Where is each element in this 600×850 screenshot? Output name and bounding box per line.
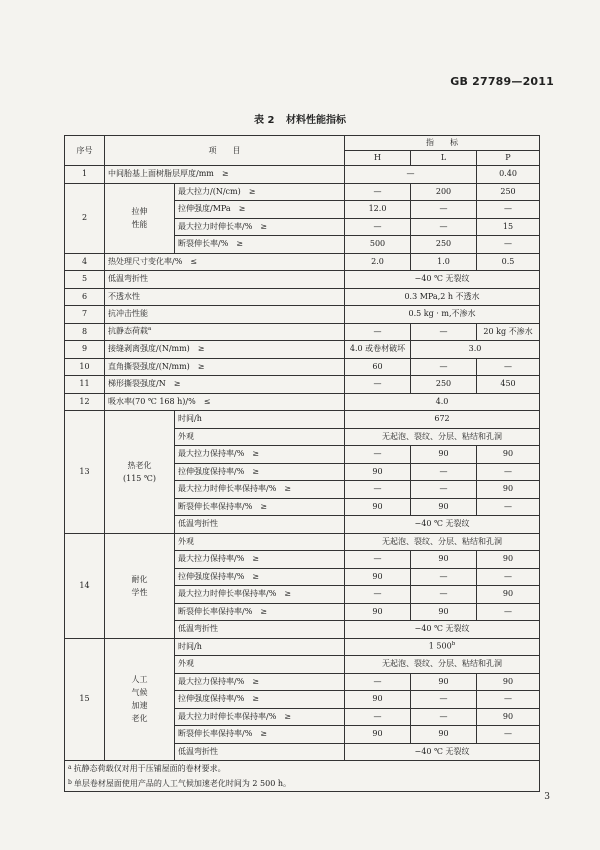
value-h: 2.0 xyxy=(345,253,411,271)
value-p: — xyxy=(477,603,540,621)
row-item: 中间胎基上面树脂层厚度/mm ≥ xyxy=(105,166,345,184)
value-h: 500 xyxy=(345,236,411,254)
group-label: 拉伸 性能 xyxy=(105,183,175,253)
footnote-ref-b: b xyxy=(451,641,456,648)
row-number: 11 xyxy=(65,376,105,394)
row-item: 拉伸强度保持率/% ≥ xyxy=(175,463,345,481)
value-l: — xyxy=(411,463,477,481)
row-item: 最大拉力时伸长率/% ≥ xyxy=(175,218,345,236)
row-item: 最大拉力保持率/% ≥ xyxy=(175,446,345,464)
row-item: 不透水性 xyxy=(105,288,345,306)
header-p: P xyxy=(477,151,540,166)
header-h: H xyxy=(345,151,411,166)
value-l: 90 xyxy=(411,673,477,691)
row-number: 8 xyxy=(65,323,105,341)
value-l: — xyxy=(411,568,477,586)
value-text: 1 500 xyxy=(428,642,452,652)
value-all: −40 ℃ 无裂纹 xyxy=(345,516,540,534)
value-l: 250 xyxy=(411,236,477,254)
footnote-a-mark: a xyxy=(68,763,72,771)
value-p: 0.40 xyxy=(477,166,540,184)
row-number: 1 xyxy=(65,166,105,184)
row-item: 抗冲击性能 xyxy=(105,306,345,324)
value-h: — xyxy=(345,586,411,604)
value-l: 250 xyxy=(411,376,477,394)
value-h: 12.0 xyxy=(345,201,411,219)
value-h: 60 xyxy=(345,358,411,376)
table-title xyxy=(0,111,600,126)
value-h: — xyxy=(345,376,411,394)
value-h: 90 xyxy=(345,603,411,621)
value-p: — xyxy=(477,498,540,516)
value-l: — xyxy=(411,218,477,236)
value-h: — xyxy=(345,446,411,464)
table-row xyxy=(65,271,540,289)
row-number: 12 xyxy=(65,393,105,411)
value-l: 1.0 xyxy=(411,253,477,271)
row-item: 直角撕裂强度/(N/mm) ≥ xyxy=(105,358,345,376)
row-item: 最大拉力/(N/cm) ≥ xyxy=(175,183,345,201)
row-item: 拉伸强度/MPa ≥ xyxy=(175,201,345,219)
value-h: — xyxy=(345,183,411,201)
footnote-a-text: 抗静态荷载仅对用于压铺屋面的卷材要求。 xyxy=(73,763,226,773)
value-p: 20 kg 不渗水 xyxy=(477,323,540,341)
value-all: −40 ℃ 无裂纹 xyxy=(345,271,540,289)
value-l: 90 xyxy=(411,498,477,516)
value-all: −40 ℃ 无裂纹 xyxy=(345,621,540,639)
footnote-b-text: 单层卷材屋面使用产品的人工气候加速老化时间为 2 500 h。 xyxy=(73,778,291,788)
value-h: — xyxy=(345,551,411,569)
value-h: 90 xyxy=(345,568,411,586)
row-number: 15 xyxy=(65,638,105,761)
table-header-row xyxy=(65,136,540,151)
row-item: 低温弯折性 xyxy=(175,516,345,534)
value-l: — xyxy=(411,586,477,604)
footnote-row xyxy=(65,761,540,777)
value-p: — xyxy=(477,691,540,709)
value-l: 200 xyxy=(411,183,477,201)
value-l: 90 xyxy=(411,446,477,464)
header-seq: 序号 xyxy=(65,136,105,166)
row-number: 2 xyxy=(65,183,105,253)
value-h: 90 xyxy=(345,726,411,744)
value-h: — xyxy=(345,708,411,726)
value-hl: — xyxy=(345,166,477,184)
value-h: — xyxy=(345,218,411,236)
row-item: 断裂伸长率保持率/% ≥ xyxy=(175,603,345,621)
value-p: — xyxy=(477,726,540,744)
table-row xyxy=(65,411,540,429)
value-l: — xyxy=(411,201,477,219)
value-l: 90 xyxy=(411,726,477,744)
value-p: 0.5 xyxy=(477,253,540,271)
footnote-b xyxy=(65,776,540,792)
row-item: 最大拉力时伸长率保持率/% ≥ xyxy=(175,481,345,499)
value-lp: 3.0 xyxy=(411,341,540,359)
value-all: 0.3 MPa,2 h 不透水 xyxy=(345,288,540,306)
row-item: 接缝剥离强度/(N/mm) ≥ xyxy=(105,341,345,359)
row-number: 9 xyxy=(65,341,105,359)
value-l: — xyxy=(411,481,477,499)
row-item: 热处理尺寸变化率/% ≤ xyxy=(105,253,345,271)
row-item: 外观 xyxy=(175,656,345,674)
value-l: — xyxy=(411,691,477,709)
value-p: — xyxy=(477,358,540,376)
group-label: 耐化 学性 xyxy=(105,533,175,638)
group-label: 人工 气候 加速 老化 xyxy=(105,638,175,761)
table-row xyxy=(65,393,540,411)
footnote-a xyxy=(65,761,540,777)
value-h: 90 xyxy=(345,691,411,709)
value-all: 672 xyxy=(345,411,540,429)
row-item: 断裂伸长率保持率/% ≥ xyxy=(175,498,345,516)
row-item: 断裂伸长率/% ≥ xyxy=(175,236,345,254)
value-p: — xyxy=(477,201,540,219)
table-row xyxy=(65,358,540,376)
row-item: 低温弯折性 xyxy=(105,271,345,289)
value-h: 4.0 或卷材破坏 xyxy=(345,341,411,359)
value-all xyxy=(345,638,540,656)
value-h: 90 xyxy=(345,498,411,516)
value-p: — xyxy=(477,463,540,481)
group-label: 热老化 (115 ℃) xyxy=(105,411,175,534)
value-l: — xyxy=(411,323,477,341)
table-row xyxy=(65,341,540,359)
table-row xyxy=(65,288,540,306)
row-item: 时间/h xyxy=(175,411,345,429)
value-p: — xyxy=(477,568,540,586)
footnote-row xyxy=(65,776,540,792)
value-l: — xyxy=(411,358,477,376)
value-all: 4.0 xyxy=(345,393,540,411)
table-row xyxy=(65,166,540,184)
row-item: 最大拉力保持率/% ≥ xyxy=(175,551,345,569)
value-l: — xyxy=(411,708,477,726)
row-number: 10 xyxy=(65,358,105,376)
row-item: 吸水率(70 ℃ 168 h)/% ≤ xyxy=(105,393,345,411)
row-item: 拉伸强度保持率/% ≥ xyxy=(175,691,345,709)
value-p: 90 xyxy=(477,446,540,464)
table-row xyxy=(65,183,540,201)
row-item: 最大拉力保持率/% ≥ xyxy=(175,673,345,691)
row-item: 拉伸强度保持率/% ≥ xyxy=(175,568,345,586)
table-row xyxy=(65,253,540,271)
value-all: 0.5 kg · m,不渗水 xyxy=(345,306,540,324)
row-item: 外观 xyxy=(175,428,345,446)
value-all: −40 ℃ 无裂纹 xyxy=(345,743,540,761)
header-l: L xyxy=(411,151,477,166)
value-p: 90 xyxy=(477,673,540,691)
row-number: 14 xyxy=(65,533,105,638)
table-title-text: 材料性能指标 xyxy=(285,115,346,126)
table-row xyxy=(65,376,540,394)
value-p: — xyxy=(477,236,540,254)
header-index: 指 标 xyxy=(345,136,540,151)
row-number: 4 xyxy=(65,253,105,271)
value-p: 90 xyxy=(477,551,540,569)
value-all: 无起泡、裂纹、分层、粘结和孔洞 xyxy=(345,656,540,674)
value-p: 450 xyxy=(477,376,540,394)
row-item xyxy=(105,323,345,341)
row-number: 5 xyxy=(65,271,105,289)
footnote-ref-a: a xyxy=(148,326,152,333)
row-number: 13 xyxy=(65,411,105,534)
page-number: 3 xyxy=(544,792,550,802)
value-h: — xyxy=(345,481,411,499)
row-item: 低温弯折性 xyxy=(175,621,345,639)
row-item: 外观 xyxy=(175,533,345,551)
table-row xyxy=(65,323,540,341)
row-item-text: 抗静态荷载 xyxy=(108,327,148,337)
standard-code: GB 27789—2011 xyxy=(450,75,554,88)
table-row xyxy=(65,533,540,551)
row-number: 7 xyxy=(65,306,105,324)
table-row xyxy=(65,306,540,324)
value-p: 90 xyxy=(477,481,540,499)
value-l: 90 xyxy=(411,603,477,621)
value-all: 无起泡、裂纹、分层、粘结和孔洞 xyxy=(345,428,540,446)
value-p: 90 xyxy=(477,708,540,726)
row-item: 最大拉力时伸长率保持率/% ≥ xyxy=(175,586,345,604)
value-l: 90 xyxy=(411,551,477,569)
value-h: 90 xyxy=(345,463,411,481)
footnote-b-mark: b xyxy=(68,778,72,786)
value-all: 无起泡、裂纹、分层、粘结和孔洞 xyxy=(345,533,540,551)
row-item: 断裂伸长率保持率/% ≥ xyxy=(175,726,345,744)
row-item: 梯形撕裂强度/N ≥ xyxy=(105,376,345,394)
row-item: 最大拉力时伸长率保持率/% ≥ xyxy=(175,708,345,726)
row-item: 时间/h xyxy=(175,638,345,656)
table-title-label: 表 2 xyxy=(254,115,275,126)
value-p: 15 xyxy=(477,218,540,236)
value-p: 250 xyxy=(477,183,540,201)
material-performance-table xyxy=(64,135,540,792)
table-row xyxy=(65,638,540,656)
row-number: 6 xyxy=(65,288,105,306)
value-h: — xyxy=(345,673,411,691)
header-item: 项 目 xyxy=(105,136,345,166)
row-item: 低温弯折性 xyxy=(175,743,345,761)
value-h: — xyxy=(345,323,411,341)
value-p: 90 xyxy=(477,586,540,604)
